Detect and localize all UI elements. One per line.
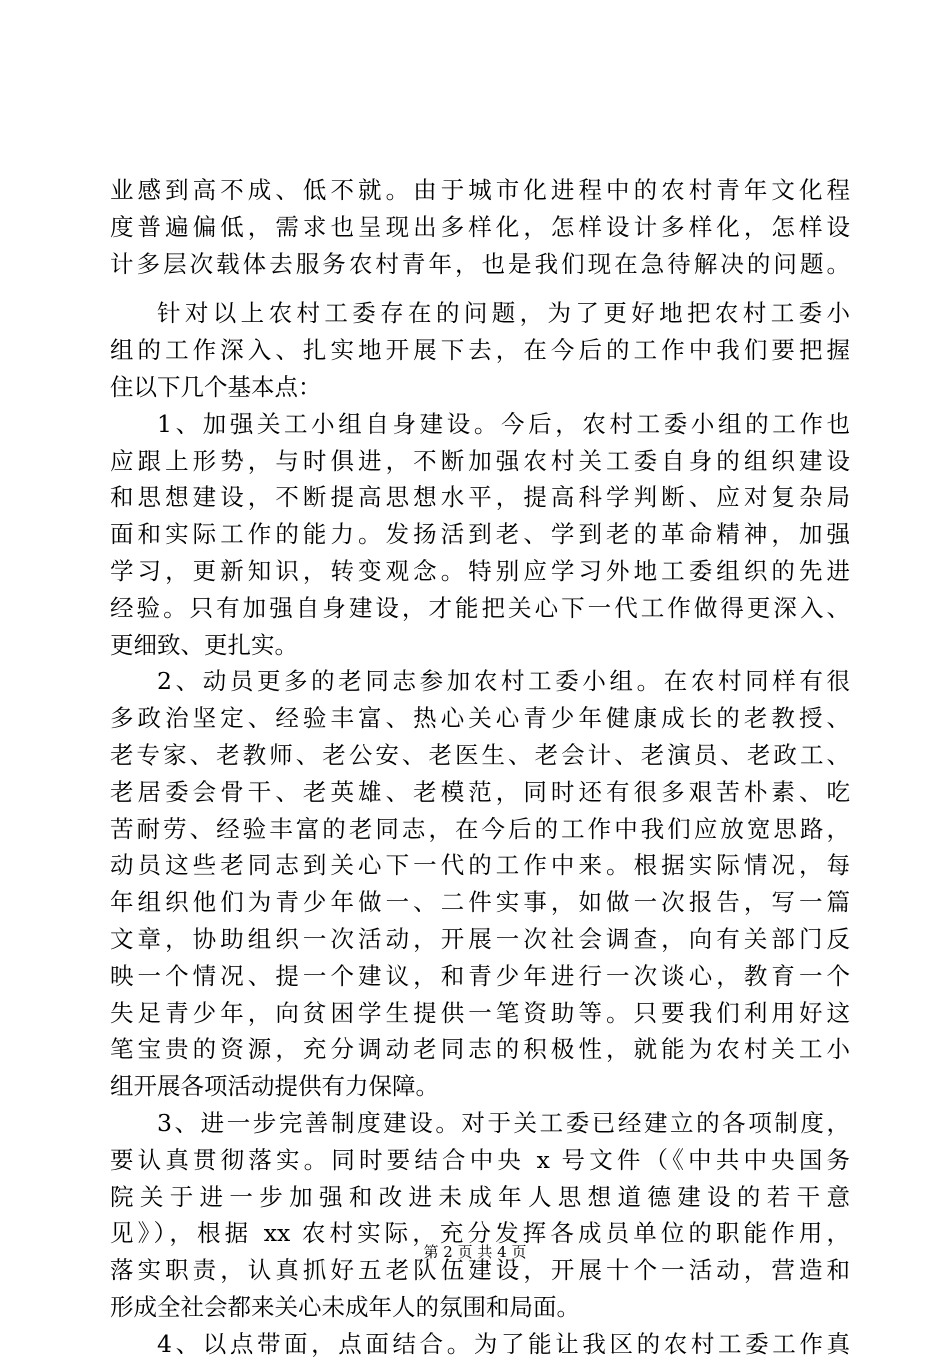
paragraph-line: 要认真贯彻落实。同时要结合中央 x 号文件（《中共中央国务 (110, 1145, 850, 1174)
paragraph-line: 4、以点带面，点面结合。为了能让我区的农村工委工作真 (157, 1329, 850, 1358)
paragraph-line: 2、动员更多的老同志参加农村工委小组。在农村同样有很 (157, 667, 850, 696)
paragraph-line: 度普遍偏低，需求也呈现出多样化，怎样设计多样化，怎样设 (110, 212, 850, 241)
page-number-footer: 第 2 页 共 4 页 (423, 1243, 527, 1261)
paragraph-line: 面和实际工作的能力。发扬活到老、学到老的革命精神，加强 (110, 520, 850, 549)
paragraph-line: 落实职责，认真抓好五老队伍建设，开展十个一活动，营造和 (110, 1256, 850, 1285)
paragraph-line: 组的工作深入、扎实地开展下去，在今后的工作中我们要把握 (110, 336, 850, 365)
paragraph-line: 多政治坚定、经验丰富、热心关心青少年健康成长的老教授、 (110, 704, 850, 733)
paragraph-line: 业感到高不成、低不就。由于城市化进程中的农村青年文化程 (110, 176, 850, 204)
document-body (110, 172, 850, 1363)
paragraph-line: 1、加强关工小组自身建设。今后，农村工委小组的工作也 (157, 409, 850, 438)
paragraph-line: 苦耐劳、经验丰富的老同志，在今后的工作中我们应放宽思路， (110, 814, 850, 843)
paragraph-line: 老居委会骨干、老英雄、老模范，同时还有很多艰苦朴素、吃 (110, 777, 850, 806)
paragraph-line: 住以下几个基本点： (110, 372, 322, 401)
paragraph-gap (110, 282, 850, 295)
paragraph-line: 年组织他们为青少年做一、二件实事，如做一次报告，写一篇 (110, 888, 850, 917)
paragraph-line: 和思想建设，不断提高思想水平，提高科学判断、应对复杂局 (110, 483, 850, 512)
paragraph-line: 计多层次载体去服务农村青年，也是我们现在急待解决的问题。 (110, 249, 850, 278)
paragraph-line: 形成全社会都来关心未成年人的氛围和局面。 (110, 1292, 580, 1321)
paragraph-line: 老专家、老教师、老公安、老医生、老会计、老演员、老政工、 (110, 740, 850, 769)
paragraph-line: 见》），根据 xx 农村实际，充分发挥各成员单位的职能作用， (110, 1219, 850, 1248)
paragraph-line: 组开展各项活动提供有力保障。 (110, 1072, 439, 1101)
paragraph-line: 经验。只有加强自身建设，才能把关心下一代工作做得更深入、 (110, 593, 850, 622)
paragraph-line: 文章，协助组织一次活动，开展一次社会调查，向有关部门反 (110, 924, 850, 953)
paragraph-line: 笔宝贵的资源，充分调动老同志的积极性，就能为农村关工小 (110, 1035, 850, 1064)
paragraph-line: 院关于进一步加强和改进未成年人思想道德建设的若干意 (110, 1182, 850, 1211)
paragraph-line: 映一个情况、提一个建议，和青少年进行一次谈心，教育一个 (110, 961, 850, 990)
paragraph-line: 失足青少年，向贫困学生提供一笔资助等。只要我们利用好这 (110, 998, 850, 1027)
paragraph-line: 动员这些老同志到关心下一代的工作中来。根据实际情况，每 (110, 851, 850, 880)
paragraph-line: 3、进一步完善制度建设。对于关工委已经建立的各项制度， (157, 1108, 850, 1137)
paragraph-line: 应跟上形势，与时俱进，不断加强农村关工委自身的组织建设 (110, 446, 850, 475)
paragraph-line: 针对以上农村工委存在的问题，为了更好地把农村工委小 (157, 299, 850, 328)
paragraph-line: 更细致、更扎实。 (110, 630, 298, 659)
paragraph-line: 学习，更新知识，转变观念。特别应学习外地工委组织的先进 (110, 556, 850, 585)
